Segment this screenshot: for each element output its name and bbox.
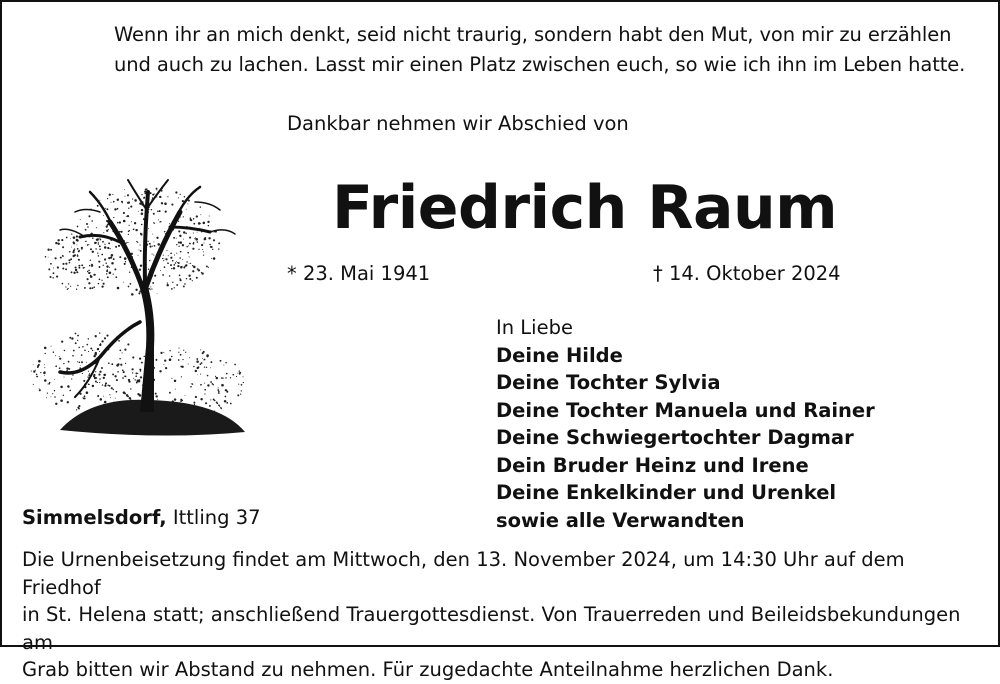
place-town: Simmelsdorf, (22, 506, 167, 529)
list-item: Deine Schwiegertochter Dagmar (496, 426, 854, 449)
quote-line-1: Wenn ihr an mich denkt, seid nicht traurig, sondern habt den Mut, von mir zu erzählen (114, 23, 952, 46)
funeral-notice (22, 546, 982, 684)
list-item: Deine Tochter Sylvia (496, 371, 721, 394)
mourners-heading: In Liebe (496, 316, 573, 339)
farewell-intro: Dankbar nehmen wir Abschied von (287, 112, 629, 135)
place-address (22, 506, 261, 529)
list-item: Dein Bruder Heinz und Irene (496, 453, 809, 477)
deceased-name: Friedrich Raum (332, 173, 838, 243)
birth-date: * 23. Mai 1941 (287, 262, 431, 285)
list-item: Deine Tochter Manuela und Rainer (496, 398, 875, 422)
death-date: † 14. Oktober 2024 (653, 262, 841, 285)
list-item: Deine Enkelkinder und Urenkel (496, 481, 837, 504)
place-street: Ittling 37 (172, 506, 261, 529)
mourners-list (496, 314, 875, 534)
notice-line-2: in St. Helena statt; anschließend Trauergottesdienst. Von Trauerreden und Beileidsbekundungen am (22, 603, 961, 654)
list-item: sowie alle Verwandten (496, 508, 745, 532)
tree-icon (20, 172, 260, 452)
notice-line-1: Die Urnenbeisetzung findet am Mittwoch, den 13. November 2024, um 14:30 Uhr auf dem Friedhof (22, 548, 905, 599)
list-item: Deine Hilde (496, 343, 623, 367)
quote-line-2: und auch zu lachen. Lasst mir einen Platz zwischen euch, so wie ich ihn im Leben hatte. (114, 53, 966, 76)
memorial-quote (114, 20, 984, 80)
notice-line-3: Grab bitten wir Abstand zu nehmen. Für zugedachte Anteilnahme herzlichen Dank. (22, 658, 834, 681)
